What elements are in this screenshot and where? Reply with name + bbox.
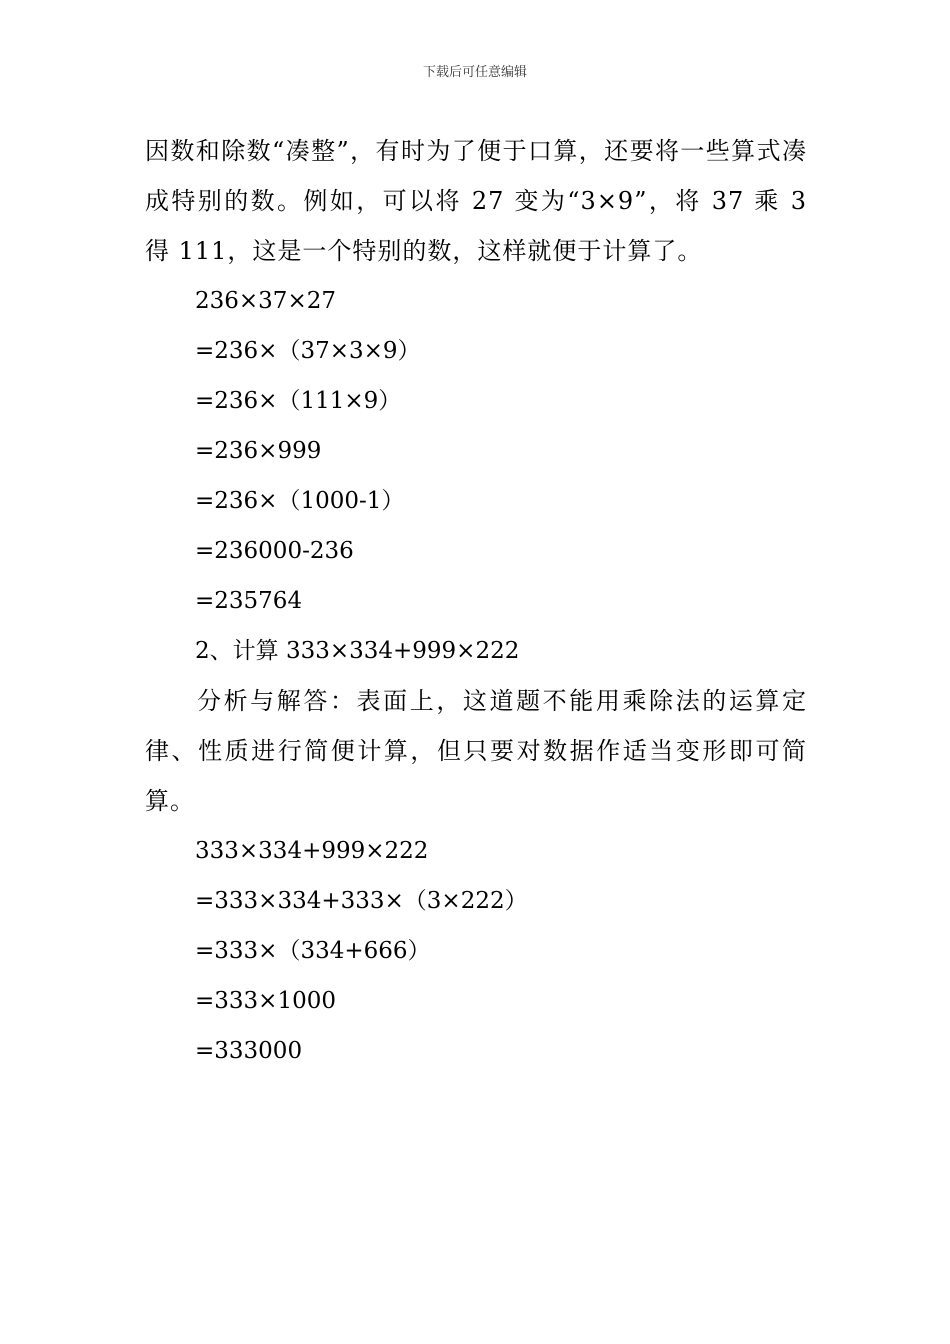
calc-line: =333×（334+666）: [195, 938, 431, 964]
calc-line: =333000: [195, 1038, 303, 1064]
problem2-calculation: [145, 826, 807, 1076]
calc-line: =236000-236: [195, 538, 354, 564]
calc-line: =333×334+333×（3×222）: [195, 888, 528, 914]
example1-calculation: [145, 276, 807, 626]
calc-line: =236×（1000-1）: [195, 488, 405, 514]
intro-paragraph: 因数和除数“凑整”，有时为了便于口算，还要将一些算式凑成特别的数。例如，可以将 27 变为“3×9”，将 37 乘 3 得 111，这是一个特别的数，这样就便于计算了。: [145, 137, 807, 265]
calc-line: 236×37×27: [195, 288, 336, 314]
calc-line: =235764: [195, 588, 303, 614]
calc-line: 333×334+999×222: [195, 838, 429, 864]
calc-line: =236×（37×3×9）: [195, 338, 421, 364]
document-body: [145, 126, 807, 1076]
calc-line: =333×1000: [195, 988, 336, 1014]
problem2-analysis: 分析与解答：表面上，这道题不能用乘除法的运算定律、性质进行简便计算，但只要对数据作适当变形即可简算。: [145, 687, 807, 815]
calc-line: =236×999: [195, 438, 322, 464]
page-header: 下载后可任意编辑: [422, 65, 527, 80]
calc-line: =236×（111×9）: [195, 388, 402, 414]
problem2-title: 2、计算 333×334+999×222: [195, 638, 520, 664]
